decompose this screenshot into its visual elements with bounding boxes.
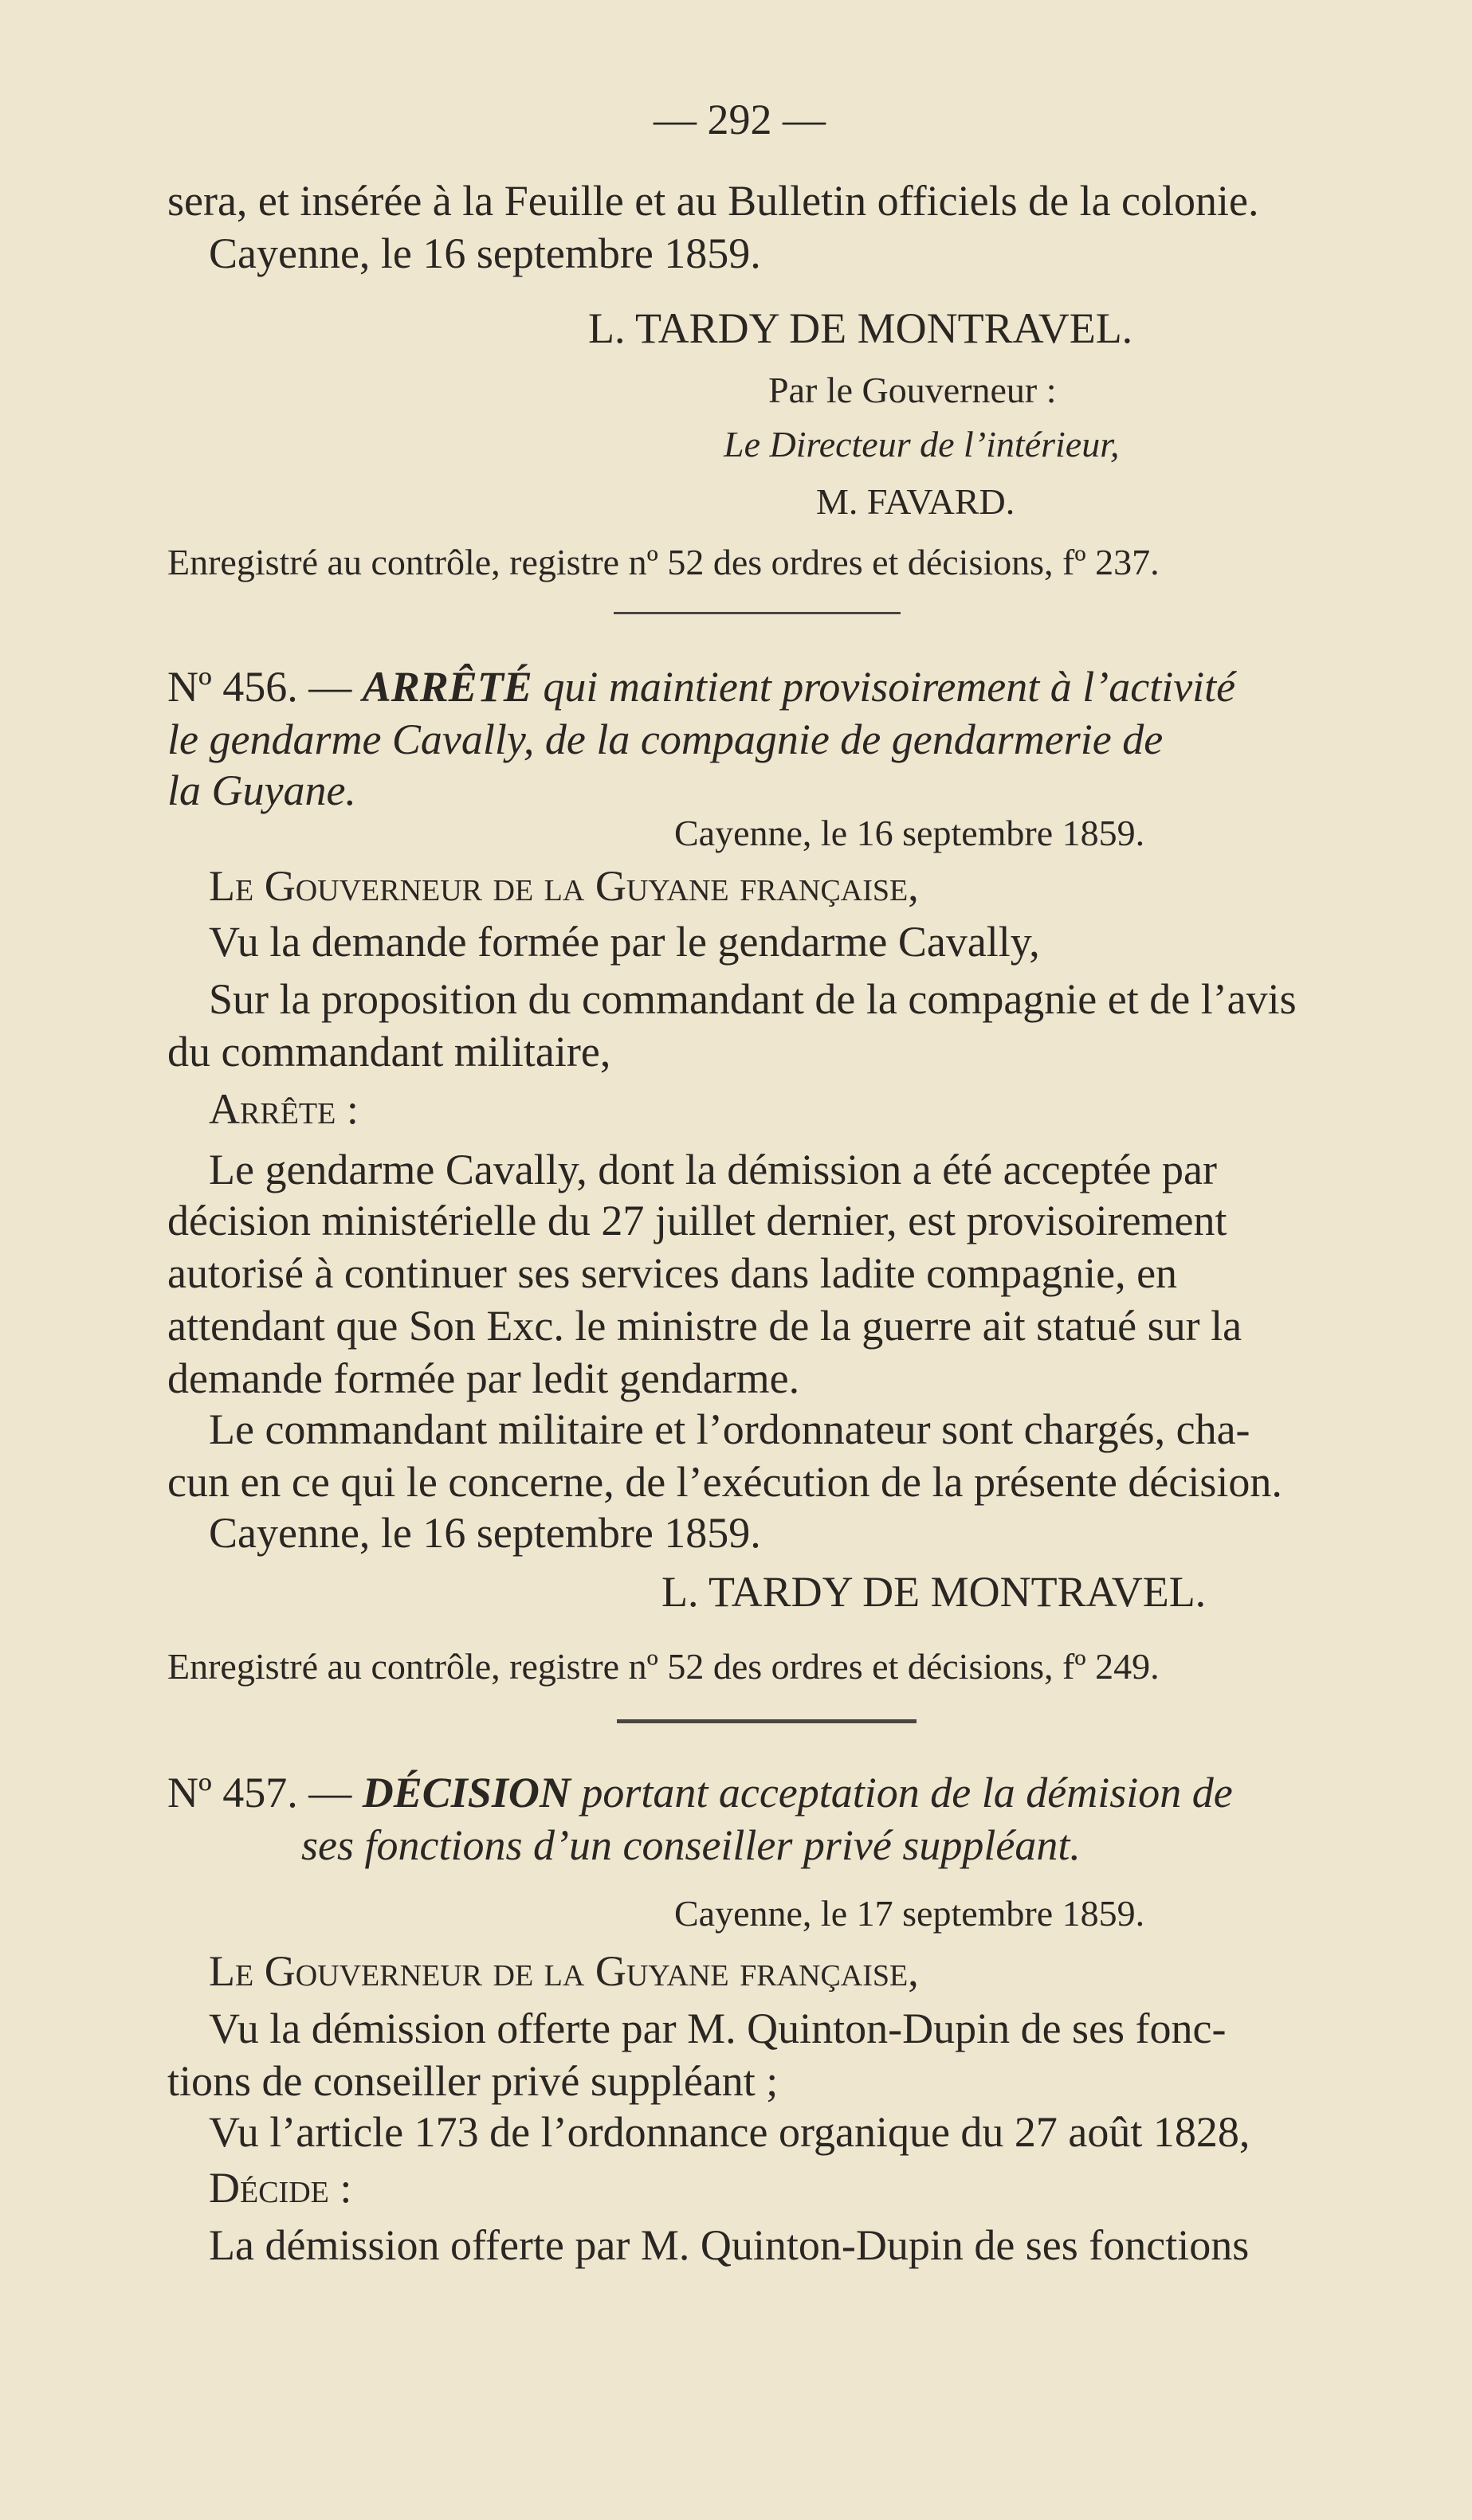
decision-keyword: DÉCISION xyxy=(362,1769,571,1817)
text-line: Le Gouverneur de la Guyane française, xyxy=(209,1947,919,1995)
decree-heading-line: le gendarme Cavally, de la compagnie de gendarmerie de xyxy=(167,715,1164,763)
decision-heading-line: ses fonctions d’un conseiller privé suppléant. xyxy=(301,1821,1081,1869)
section-divider xyxy=(614,612,901,614)
heading-dash: — xyxy=(308,663,352,711)
text-line: La démission offerte par M. Quinton-Dupin de ses fonctions xyxy=(209,2221,1250,2269)
registration-note: Enregistré au contrôle, registre nº 52 des ordres et décisions, fº 249. xyxy=(167,1646,1160,1687)
text-line: Vu l’article 173 de l’ordonnance organique du 27 août 1828, xyxy=(209,2108,1250,2156)
arrete-label: Arrête : xyxy=(209,1085,359,1133)
text-line: Sur la proposition du commandant de la compagnie et de l’avis xyxy=(209,975,1297,1023)
decree-heading-line: la Guyane. xyxy=(167,766,356,814)
text-line: Le gendarme Cavally, dont la démission a été acceptée par xyxy=(209,1146,1217,1193)
signature: L. TARDY DE MONTRAVEL. xyxy=(661,1568,1207,1616)
text-line: autorisé à continuer ses services dans ladite compagnie, en xyxy=(167,1249,1178,1297)
date-line: Cayenne, le 16 septembre 1859. xyxy=(674,813,1145,853)
text-line: sera, et insérée à la Feuille et au Bulletin officiels de la colonie. xyxy=(167,177,1259,225)
text-line: Vu la démission offerte par M. Quinton-Dupin de ses fonc- xyxy=(209,2005,1227,2052)
heading-dash: — xyxy=(308,1769,352,1817)
director-title: Le Directeur de l’intérieur, xyxy=(724,424,1120,464)
decree-keyword: ARRÊTÉ xyxy=(362,663,532,711)
decision-number: Nº 457. xyxy=(167,1769,298,1817)
text-line: du commandant militaire, xyxy=(167,1028,611,1076)
director-name: M. FAVARD. xyxy=(816,481,1015,522)
date-line: Cayenne, le 16 septembre 1859. xyxy=(209,229,761,277)
registration-note: Enregistré au contrôle, registre nº 52 des ordres et décisions, fº 237. xyxy=(167,542,1160,582)
date-line: Cayenne, le 17 septembre 1859. xyxy=(674,1893,1145,1934)
decision-heading-text: portant acceptation de la démision de xyxy=(581,1769,1233,1817)
section-divider xyxy=(617,1719,917,1723)
signature: L. TARDY DE MONTRAVEL. xyxy=(588,304,1133,352)
par-le-gouverneur: Par le Gouverneur : xyxy=(768,370,1057,410)
text-line: Vu la demande formée par le gendarme Cavally, xyxy=(209,918,1040,966)
text-line: attendant que Son Exc. le ministre de la guerre ait statué sur la xyxy=(167,1302,1242,1350)
decision-heading xyxy=(167,1767,1233,1818)
decree-heading xyxy=(167,661,1235,712)
decide-label: Décide : xyxy=(209,2164,352,2212)
text-line: Le Gouverneur de la Guyane française, xyxy=(209,862,919,910)
text-line: Le commandant militaire et l’ordonnateur sont chargés, cha- xyxy=(209,1405,1250,1453)
decree-heading-text: qui maintient provisoirement à l’activité xyxy=(543,663,1236,711)
decree-number: Nº 456. xyxy=(167,663,298,711)
page-number: — 292 — xyxy=(654,96,826,143)
text-line: tions de conseiller privé suppléant ; xyxy=(167,2057,779,2105)
date-line: Cayenne, le 16 septembre 1859. xyxy=(209,1509,761,1557)
text-line: décision ministérielle du 27 juillet dernier, est provisoirement xyxy=(167,1197,1227,1244)
text-line: demande formée par ledit gendarme. xyxy=(167,1354,800,1402)
text-line: cun en ce qui le concerne, de l’exécution de la présente décision. xyxy=(167,1458,1282,1506)
